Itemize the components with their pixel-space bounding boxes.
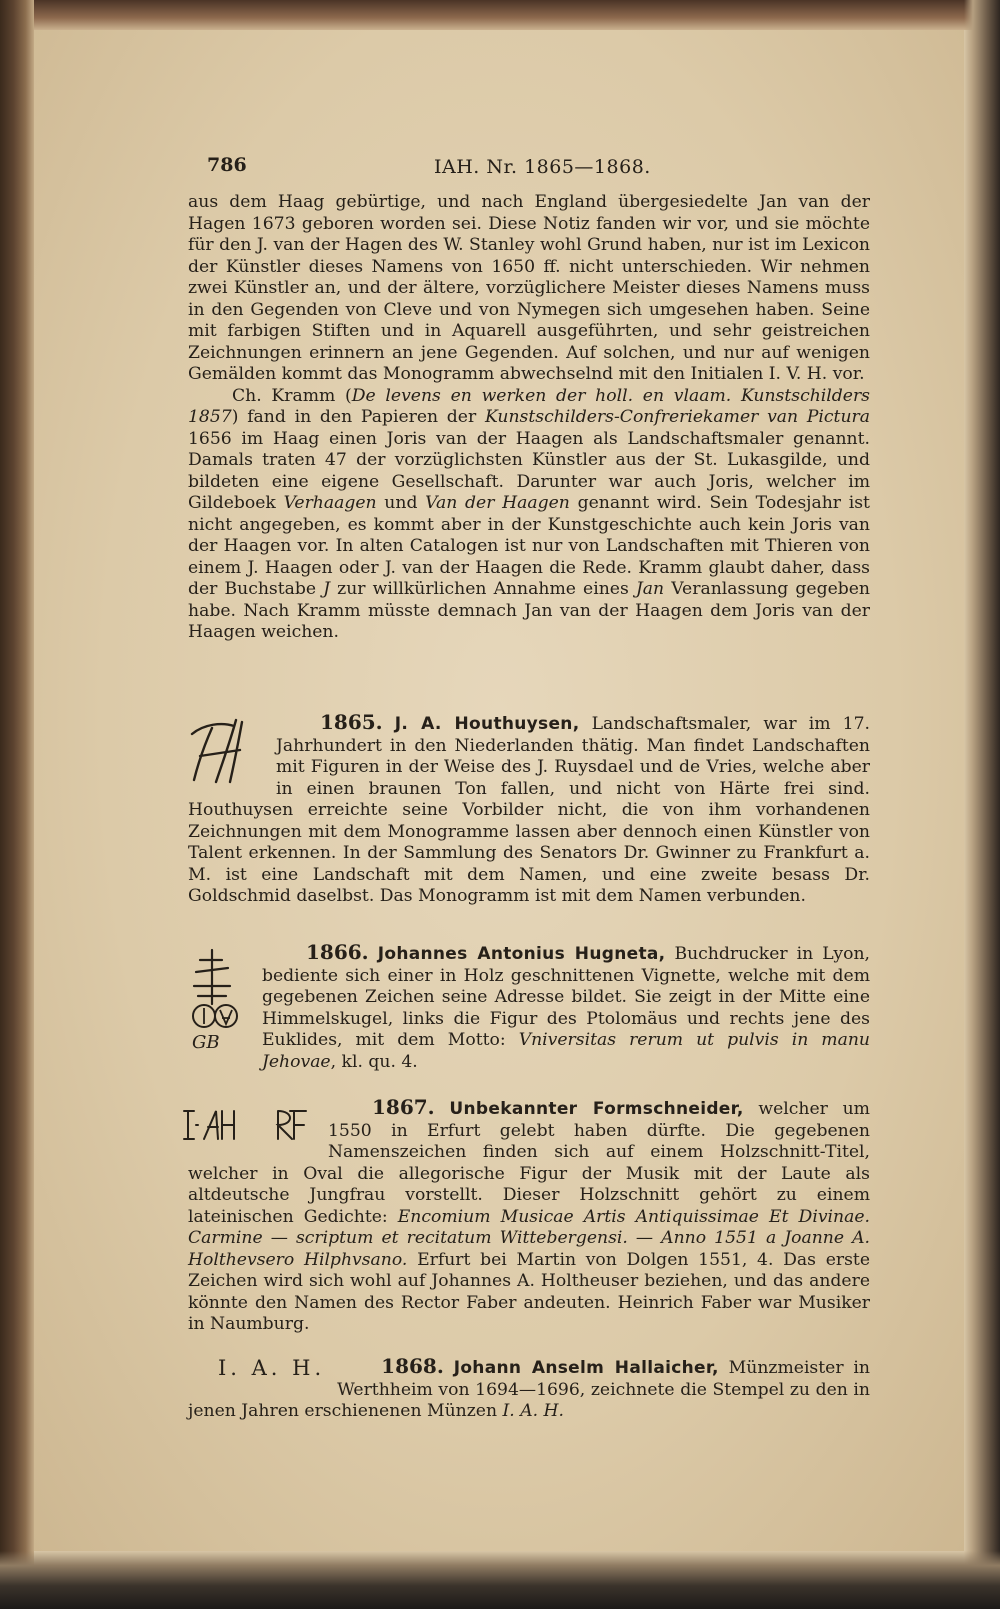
entry-1866 (188, 942, 870, 1073)
book-binding-shadow (0, 0, 34, 1609)
kramm-text: Ch. Kramm ( (232, 385, 352, 406)
entry-paragraph (188, 712, 870, 908)
houthuysen-monogram (182, 716, 266, 786)
formschneider-marks (182, 1101, 318, 1145)
entry-text: welcher um 1550 in Erfurt gelebt haben dürfte. Die gegebenen Namenszeichen finden sich auf einem Holzschnitt-Titel, welcher in Oval die allegorische Figur der Musik mit der Laute als altdeutsche Jungfrau vorstellt. Dieser Holzschnitt gehört zu einem lateinischen Gedichte: (188, 1099, 870, 1227)
kramm-text: ) fand in den Papieren der (231, 407, 485, 427)
kramm-book-title: De levens en werken der holl. en vlaam. Kunstschilders 1857 (188, 385, 870, 427)
entry-text: Landschaftsmaler, war im 17. Jahrhundert in den Niederlanden thätig. Man findet Landschaften mit Figuren in der Weise des J. Ruysdael und de Vries, welche aber in einen braunen Ton fallen, und nicht von Härte frei sind. Houthuysen erreichte seine Vorbilder nicht, die von ihm vorhandenen Zeichnungen mit dem Monogramme lassen aber dennoch einen Künstler von Talent erkennen. In der Sammlung des Senators Dr. Gwinner zu Frankfurt a. M. ist eine Landschaft mit dem Namen, und eine zweite besass Dr. Goldschmid daselbst. Das Monogramm ist mit dem Namen verbunden. (188, 714, 870, 906)
page-header (207, 148, 877, 182)
entry-number: 1867. (372, 1095, 435, 1119)
entry-paragraph (188, 1356, 870, 1423)
kramm-guild-name: Kunstschilders-Confreriekamer van Pictura (484, 407, 870, 427)
kramm-text: zur willkürlichen Annahme eines (330, 579, 636, 599)
kramm-text: genannt wird. Sein Todesjahr ist nicht angegeben, es kommt aber in der Kunstgeschichte auch kein Joris van der Haagen vor. In alten Catalogen ist nur von Landschaften mit Thieren von einem J. Haagen oder J. van der Haagen die Rede. Kramm glaubt daher, dass der Buchstabe (188, 493, 870, 599)
entry-name: Johannes Antonius Hugneta, (377, 944, 666, 964)
entry-paragraph (188, 1097, 870, 1336)
entry-poem-title: Encomium Musicae Artis Antiquissimae Et Divinae. Carmine — scriptum et recitatum Wittebergensi. — Anno 1551 a Joanne A. Holthevsero Hilphvsano. (188, 1206, 870, 1270)
entry-text: Münzmeister in Werthheim von 1694—1696, zeichnete die Stempel zu den in jenen Jahren erschienenen Münzen (188, 1358, 870, 1421)
entry-text: Buchdrucker in Lyon, bediente sich einer in Holz geschnittenen Vignette, welche mit dem gegebenen Zeichen seine Adresse bildet. Sie zeigt in der Mitte eine Himmelskugel, links die Figur des Ptolomäus und rechts jene des Euklides, mit dem Motto: (262, 944, 870, 1050)
hugneta-mark-letters: GB (192, 1032, 220, 1053)
kramm-letter: J (323, 579, 331, 599)
kramm-paragraph (188, 386, 870, 644)
entry-1865 (188, 712, 870, 908)
entry-paragraph (188, 942, 870, 1073)
page-edge-shadow (964, 0, 1000, 1609)
entry-text-end: Erfurt bei Martin von Dolgen 1551, 4. Das erste Zeichen wird sich wohl auf Johannes A. Holtheuser beziehen, und das andere könnte den Namen des Rector Faber andeuten. Heinrich Faber war Musiker in Naumburg. (188, 1249, 870, 1334)
entry-number: 1868. (381, 1354, 444, 1378)
entry-number: 1866. (306, 940, 369, 964)
scan-bottom-edge (0, 1551, 1000, 1609)
kramm-name-variant: Van der Haagen (425, 493, 570, 513)
entry-initials: I. A. H. (502, 1401, 565, 1421)
running-title: IAH. Nr. 1865—1868. (434, 156, 651, 178)
page-number: 786 (207, 154, 247, 176)
kramm-text: und (376, 493, 426, 513)
entry-motto: Vniversitas rerum ut pulvis in manu Jehovae (262, 1030, 870, 1072)
entry-1867 (188, 1097, 870, 1336)
scan-top-edge (34, 0, 1000, 30)
intro-paragraph: aus dem Haag gebürtige, und nach England übergesiedelte Jan van der Hagen 1673 geboren worden sei. Diese Notiz fanden wir vor, und sie möchte für den J. van der Hagen des W. Stanley wohl Grund haben, nur ist im Lexicon der Künstler dieses Namens von 1650 ff. nicht unterschieden. Wir nehmen zwei Künstler an, und der ältere, vorzüglichere Meister dieses Namens muss in den Gegenden von Cleve und von Nymegen sich umgesehen haben. Seine mit farbigen Stiften und in Aquarell ausgeführten, und sehr geistreichen Zeichnungen erinnern an jene Gegenden. Auf solchen, und nur auf wenigen Gemälden kommt das Monogramm abwechselnd mit den Initialen I. V. H. vor. (188, 192, 870, 384)
entry-number: 1865. (320, 710, 383, 734)
kramm-name-variant: Verhaagen (283, 493, 377, 513)
intro-section (188, 192, 870, 644)
kramm-text: Veranlassung gegeben habe. Nach Kramm müsste demnach Jan van der Haagen dem Joris van der Haagen weichen. (188, 579, 870, 642)
entry-name: J. A. Houthuysen, (394, 714, 580, 734)
entry-name: Johann Anselm Hallaicher, (453, 1358, 719, 1378)
hugneta-printer-mark (182, 946, 252, 1058)
hallaicher-mark: I. A. H. (218, 1356, 326, 1380)
kramm-text: 1656 im Haag einen Joris van der Haagen als Landschaftsmaler genannt. Damals traten 47 der vorzüglichsten Künstler aus der St. Lukasgilde, und bildeten eine eigene Gesellschaft. Darunter war auch Joris, welcher im Gildeboek (188, 428, 870, 513)
entry-name: Unbekannter Formschneider, (449, 1099, 744, 1119)
entry-1868 (188, 1356, 870, 1423)
entry-text-end: , kl. qu. 4. (330, 1051, 418, 1072)
kramm-name: Jan (635, 579, 665, 599)
